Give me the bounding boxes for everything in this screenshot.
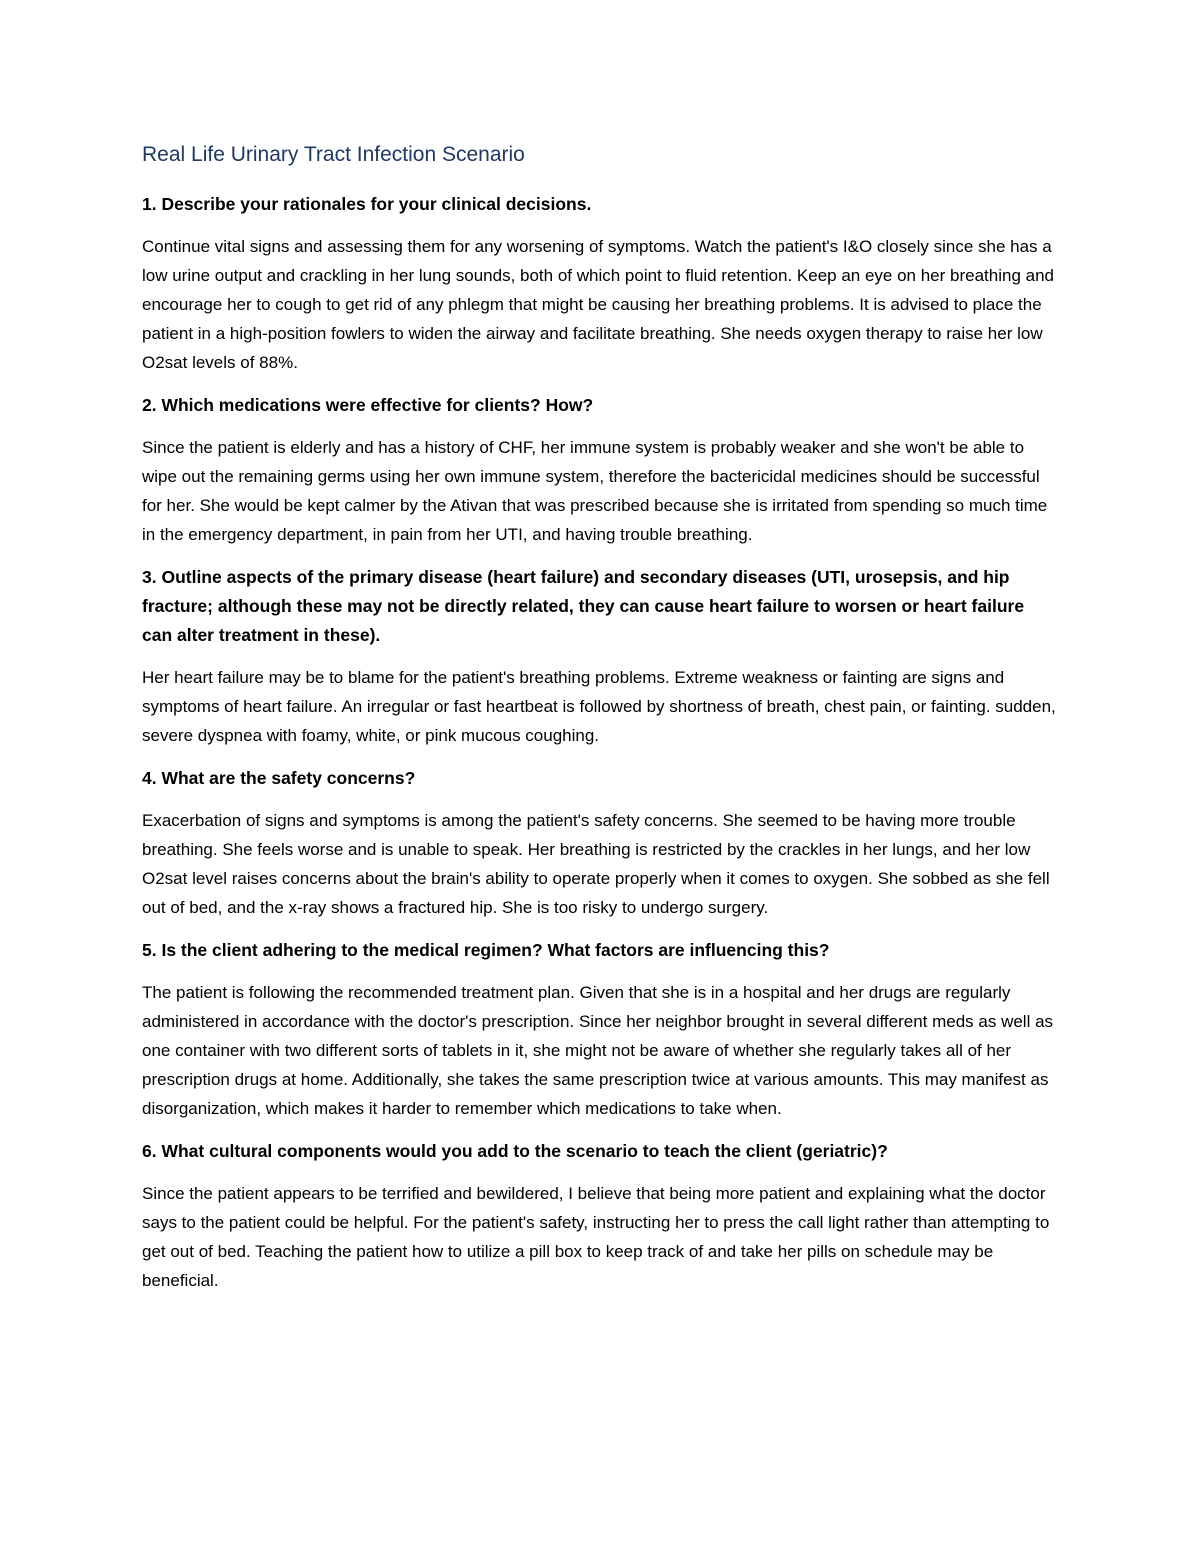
document-title: Real Life Urinary Tract Infection Scenario xyxy=(142,143,525,166)
section-6 xyxy=(142,1137,1058,1295)
answer-5: The patient is following the recommended treatment plan. Given that she is in a hospital and her drugs are regularly administered in accordance with the doctor's prescription. Since her neighbor brought in several different meds as well as one container with two different sorts of tablets in it, she might not be aware of whether she regularly takes all of her prescription drugs at home. Additionally, she takes the same prescription twice at various amounts. This may manifest as disorganization, which makes it harder to remember which medications to take when. xyxy=(142,983,1054,1118)
question-4: 4. What are the safety concerns? xyxy=(142,768,416,788)
question-5: 5. Is the client adhering to the medical regimen? What factors are influencing this? xyxy=(142,940,830,960)
answer-4: Exacerbation of signs and symptoms is among the patient's safety concerns. She seemed to be having more trouble breathing. She feels worse and is unable to speak. Her breathing is restricted by the crackles in her lungs, and her low O2sat level raises concerns about the brain's ability to operate properly when it comes to oxygen. She sobbed as she fell out of bed, and the x-ray shows a fractured hip. She is too risky to undergo surgery. xyxy=(142,811,1050,917)
section-3 xyxy=(142,563,1058,750)
question-2: 2. Which medications were effective for clients? How? xyxy=(142,395,594,415)
section-2 xyxy=(142,391,1058,549)
section-1 xyxy=(142,190,1058,377)
answer-3: Her heart failure may be to blame for the patient's breathing problems. Extreme weakness or fainting are signs and symptoms of heart failure. An irregular or fast heartbeat is followed by shortness of breath, chest pain, or fainting. sudden, severe dyspnea with foamy, white, or pink mucous coughing. xyxy=(142,668,1056,745)
answer-2: Since the patient is elderly and has a history of CHF, her immune system is probably weaker and she won't be able to wipe out the remaining germs using her own immune system, therefore the bactericidal medicines should be successful for her. She would be kept calmer by the Ativan that was prescribed because she is irritated from spending so much time in the emergency department, in pain from her UTI, and having trouble breathing. xyxy=(142,438,1048,544)
question-1: 1. Describe your rationales for your clinical decisions. xyxy=(142,194,592,214)
answer-6: Since the patient appears to be terrified and bewildered, I believe that being more patient and explaining what the doctor says to the patient could be helpful. For the patient's safety, instructing her to press the call light rather than attempting to get out of bed. Teaching the patient how to utilize a pill box to keep track of and take her pills on schedule may be beneficial. xyxy=(142,1184,1050,1290)
question-6: 6. What cultural components would you add to the scenario to teach the client (geriatric)? xyxy=(142,1141,888,1161)
answer-1: Continue vital signs and assessing them for any worsening of symptoms. Watch the patient's I&O closely since she has a low urine output and crackling in her lung sounds, both of which point to fluid retention. Keep an eye on her breathing and encourage her to cough to get rid of any phlegm that might be causing her breathing problems. It is advised to place the patient in a high-position fowlers to widen the airway and facilitate breathing. She needs oxygen therapy to raise her low O2sat levels of 88%. xyxy=(142,237,1054,372)
document-body xyxy=(142,138,1058,1309)
section-4 xyxy=(142,764,1058,922)
section-5 xyxy=(142,936,1058,1123)
question-3: 3. Outline aspects of the primary disease (heart failure) and secondary diseases (UTI, urosepsis, and hip fracture; although these may not be directly related, they can cause heart failure to worsen or heart failure can alter treatment in these). xyxy=(142,567,1025,645)
